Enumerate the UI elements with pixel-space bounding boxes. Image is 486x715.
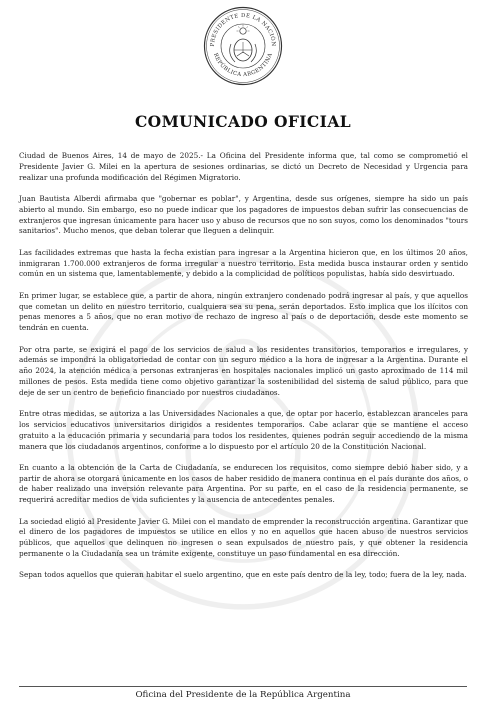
paragraph: Juan Bautista Alberdi afirmaba que "gobernar es poblar", y Argentina, desde sus orígenes, siempre ha sido un país abierto al mundo. Sin embargo, eso no puede indicar que los pagadores de impuestos deban sufrir las consecuencias de extranjeros que ingresan únicamente para hacer uso y abuso de recursos que no son suyos, como los denominados "tours sanitarios". Mucho menos, que deban tolerar que lleguen a delinquir. (19, 193, 468, 236)
paragraph: Por otra parte, se exigirá el pago de los servicios de salud a los residentes transitorios, temporarios e irregulares, y además se impondrá la obligatoriedad de contar con un seguro médico a la hora de ingresar a la Argentina. Durante el año 2024, la atención médica a personas extranjeras en hospitales nacionales implicó un gasto aproximado de 114 mil millones de pesos. Esta medida tiene como objetivo garantizar la sostenibilidad del sistema de salud público, para que deje de ser un centro de beneficio financiado por nuestros ciudadanos. (19, 344, 468, 397)
paragraph: En primer lugar, se establece que, a partir de ahora, ningún extranjero condenado podrá ingresar al país, y que aquellos que cometan un delito en nuestro territorio, cualquiera sea su pena, serán deportados. Esto implica que los ilícitos con penas menores a 5 años, que no eran motivo de rechazo de ingreso al país o de deportación, desde este momento se tendrán en cuenta. (19, 290, 468, 333)
seal-icon (203, 6, 283, 86)
paragraph: La sociedad eligió al Presidente Javier G. Milei con el mandato de emprender la reconstrucción argentina. Garantizar que el dinero de los pagadores de impuestos se utilice en ellos y no en aquellos que hacen abuso de nuestros servicios públicos, que aquellos que delinquen no ingresen o sean expulsados de nuestro país, y que obtener la residencia permanente o la Ciudadanía sea un trámite exigente, constituye un paso fundamental en esa dirección. (19, 516, 468, 559)
document-body (19, 151, 468, 592)
seal-top-text: PRESIDENTE DE LA NACIÓN (209, 12, 277, 47)
document-title: COMUNICADO OFICIAL (134, 112, 352, 131)
footer-text: Oficina del Presidente de la República Argentina (135, 690, 351, 700)
seal-bottom-text: REPÚBLICA ARGENTINA (212, 52, 274, 79)
paragraph: Sepan todos aquellos que quieran habitar el suelo argentino, que en este país dentro de la ley, todo; fuera de la ley, nada. (19, 570, 467, 580)
paragraph: En cuanto a la obtención de la Carta de Ciudadanía, se endurecen los requisitos, como siempre debió haber sido, y a partir de ahora se otorgará únicamente en los casos de haber residido de manera continua en el país durante dos años, o de haber realizado una inversión relevante para Argentina. Por su parte, en el caso de la residencia permanente, se requerirá acreditar medios de vida suficientes y la ausencia de antecedentes penales. (19, 462, 468, 505)
footer-divider (19, 686, 467, 687)
presidential-seal (203, 6, 283, 86)
paragraph: Las facilidades extremas que hasta la fecha existían para ingresar a la Argentina hicieron que, en los últimos 20 años, inmigraran 1.700.000 extranjeros de forma irregular a nuestro territorio. Esta medida busca instaurar orden y sentido común en un sistema que, lamentablemente, y debido a la complicidad de políticos populistas, había sido desvirtuado. (19, 247, 468, 279)
paragraph: Entre otras medidas, se autoriza a las Universidades Nacionales a que, de optar por hacerlo, establezcan aranceles para los servicios educativos universitarios dirigidos a residentes temporarios. Cabe aclarar que se mantiene el acceso gratuito a la educación primaria y secundaria para todos los residentes, quienes podrán seguir accediendo de la misma manera que los ciudadanos argentinos, conforme a lo dispuesto por el artículo 20 de la Constitución Nacional. (19, 409, 468, 451)
paragraph: Ciudad de Buenos Aires, 14 de mayo de 2025.- La Oficina del Presidente informa que, tal como se comprometió el Presidente Javier G. Milei en la apertura de sesiones ordinarias, se dictó un Decreto de Necesidad y Urgencia para realizar una profunda modificación del Régimen Migratorio. (19, 151, 468, 182)
